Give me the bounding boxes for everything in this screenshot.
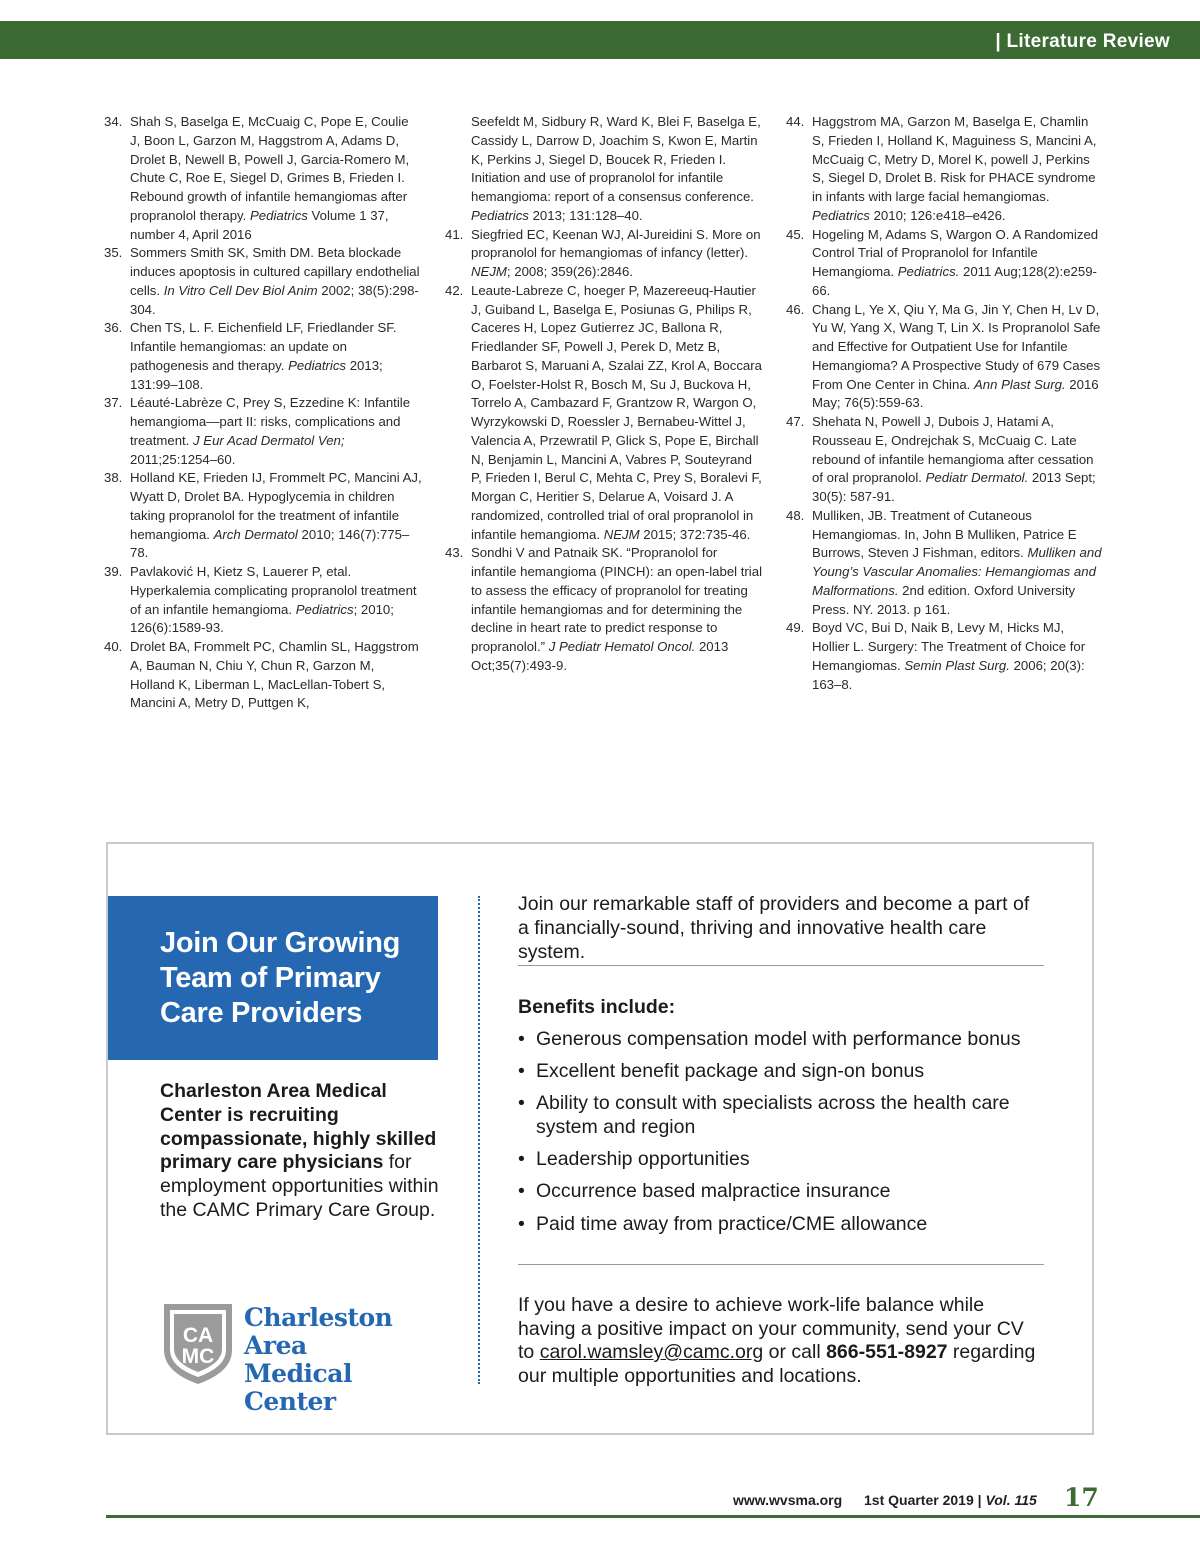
reference-details: ; 2008; 359(26):2846.: [506, 264, 634, 279]
reference-number: 42.: [445, 282, 464, 298]
section-title: | Literature Review: [995, 31, 1170, 52]
reference-number: 40.: [104, 639, 123, 654]
reference-journal: J Eur Acad Dermatol Ven;: [193, 432, 345, 448]
benefit-item: [518, 1028, 1044, 1052]
bullet-icon: •: [518, 1148, 525, 1171]
reference-number: 35.: [104, 245, 123, 261]
benefit-text: Ability to consult with specialists across the health care system and region: [536, 1092, 1010, 1138]
reference-number: 34.: [104, 114, 123, 129]
reference-text: Sommers Smith SK, Smith DM. Beta blockade induces apoptosis in cultured capillary endothelial cells.: [130, 245, 420, 298]
logo-line: Charleston Area: [244, 1303, 393, 1360]
camc-shield-icon: [160, 1300, 236, 1386]
reference-text: Chen TS, L. F. Eichenfield LF, Friedlander SF. Infantile hemangiomas: an update on pathogenesis and therapy.: [130, 320, 397, 373]
benefit-item: [518, 1180, 1044, 1204]
reference-item: [104, 244, 422, 319]
reference-number: 48.: [786, 507, 805, 523]
reference-item: [104, 469, 422, 563]
reference-journal: Pediatrics: [249, 207, 308, 223]
reference-item: [104, 394, 422, 469]
reference-item: [104, 113, 422, 244]
reference-details: 2016 May; 76(5):559-63.: [812, 376, 1099, 411]
reference-item: [786, 619, 1104, 694]
reference-number: 46.: [786, 301, 805, 317]
references: [0, 113, 1200, 733]
reference-journal: Pediatr Dermatol.: [925, 470, 1029, 486]
reference-number: 45.: [786, 226, 805, 242]
reference-continuation: [445, 113, 763, 226]
cta-text: If you have a desire to achieve work-life balance while having a positive impact on your community, send your CV to: [518, 1294, 1024, 1364]
ad-recruiting-text: [160, 1080, 440, 1223]
bullet-icon: •: [518, 1028, 525, 1050]
svg-text:CA: CA: [182, 1324, 214, 1347]
benefit-text: Occurrence based malpractice insurance: [536, 1180, 891, 1203]
references-column-3: [786, 113, 1104, 694]
ad-call-to-action: [518, 1294, 1044, 1388]
reference-details: 2015; 372:735-46.: [639, 526, 751, 542]
header-bar: [0, 21, 1200, 59]
benefit-item: [518, 1213, 1044, 1237]
reference-journal: Semin Plast Surg.: [904, 657, 1010, 673]
reference-journal: Mulliken and Young’s Vascular Anomalies: Hemangiomas and Malformations.: [812, 545, 1102, 598]
camc-logo: [160, 1300, 450, 1416]
reference-journal: Pediatrics: [812, 207, 870, 223]
footer-volume: Vol. 115: [985, 1492, 1037, 1508]
reference-text: Boyd VC, Bui D, Naik B, Levy M, Hicks MJ, Hollier L. Surgery: The Treatment of Choice for Hemangiomas.: [812, 620, 1086, 673]
reference-details: 2010; 146(7):775–78.: [130, 526, 410, 561]
reference-journal: J Pediatr Hematol Oncol.: [548, 639, 696, 654]
footer-quarter: 1st Quarter 2019 |: [864, 1492, 986, 1508]
cta-text: or call: [763, 1341, 827, 1364]
reference-text: Mulliken, JB. Treatment of Cutaneous Hemangiomas. In, John B Mulliken, Patrice E Burrows, Steven J Fishman, editors.: [812, 507, 1077, 561]
reference-text: Leaute-Labreze C, hoeger P, Mazereeuq-Hautier J, Guiband L, Baselga E, Posiunas G, Philips R, Caceres H, Lopez Gutierrez JC, Ballona R, Friedlander SF, Powell J, Perek D, Metz B, Barbarot S, Maruani A, Szalai ZZ, Krol A, Boccara O, Foelster-Holst R, Bosch M, Su J, Buckova H, Torrelo A, Cambazard F, Grantzow R, Wargon O, Wyrzykowski D, Roessler J, Bernabeu-Wittel J, Valencia A, Przewratil P, Glick S, Pope E, Birchall N, Benjamin L, Mancini A, Vabres P, Souteyrand P, Frieden I, Berul C, Mehta C, Prey S, Boralevi F, Morgan C, Heritier S, Delarue A, Voisard J. A randomized, controlled trial of oral propranolol in infantile hemangioma.: [471, 282, 762, 542]
ad-title: [160, 926, 400, 1031]
reference-item: [445, 544, 763, 675]
bullet-icon: •: [518, 1092, 525, 1115]
reference-details: Volume 1 37, number 4, April 2016: [130, 207, 389, 242]
reference-journal: Pediatrics: [471, 207, 529, 223]
reference-text: Léauté-Labrèze C, Prey S, Ezzedine K: Infantile hemangioma—part II: risks, complications and treatment.: [130, 395, 411, 448]
logo-line: Medical Center: [244, 1359, 352, 1416]
phone-number: 866-551-8927: [826, 1341, 948, 1364]
reference-number: 39.: [104, 564, 123, 579]
reference-details: 2011;25:1254–60.: [130, 451, 236, 467]
reference-item: [786, 301, 1104, 414]
bullet-icon: •: [518, 1060, 525, 1083]
reference-details: 2013 Oct;35(7):493-9.: [471, 639, 729, 673]
references-column-1: [104, 113, 422, 713]
reference-text: Sondhi V and Patnaik SK. “Propranolol for infantile hemangioma (PINCH): an open-label trial to assess the efficacy of propranolol for treating infantile hemangiomas and for determining the decline in heart rate to predict response to propranolol.”: [471, 545, 763, 654]
reference-journal: Pediatrics.: [897, 264, 960, 279]
divider-line: [518, 965, 1044, 966]
ad-title-line: Join Our Growing: [160, 927, 401, 959]
ad-title-line: Care Providers: [160, 997, 363, 1029]
reference-item: [786, 113, 1104, 226]
benefits-list: [518, 1028, 1044, 1245]
page-number: 17: [1064, 1483, 1099, 1512]
reference-details: 2006; 20(3): 163–8.: [812, 657, 1085, 692]
reference-text: Hogeling M, Adams S, Wargon O. A Randomized Control Trial of Propranolol for Infantile Hemangioma.: [812, 226, 1099, 279]
ad-recruiting-regular: for employment opportunities within the CAMC Primary Care Group.: [160, 1151, 439, 1221]
reference-item: [104, 638, 422, 713]
benefit-text: Generous compensation model with performance bonus: [536, 1028, 1021, 1050]
reference-item: [786, 226, 1104, 301]
ad-recruiting-bold: Charleston Area Medical Center is recruiting compassionate, highly skilled primary care physicians: [160, 1080, 437, 1174]
ad-title-line: Team of Primary: [160, 962, 381, 994]
reference-text: Shah S, Baselga E, McCuaig C, Pope E, Coulie J, Boon L, Garzon M, Haggstrom A, Adams D, Drolet B, Newell B, Powell J, Garcia-Romero M, Chute C, Roe E, Siegel D, Grimes B, Frieden I. Rebound growth of infantile hemangiomas after propranolol therapy.: [130, 114, 410, 223]
benefit-text: Excellent benefit package and sign-on bonus: [536, 1060, 925, 1083]
dotted-divider: [478, 896, 480, 1384]
reference-journal: NEJM: [471, 264, 507, 279]
reference-journal: In Vitro Cell Dev Biol Anim: [163, 282, 318, 298]
footer-website: www.wvsma.org: [733, 1492, 843, 1508]
reference-journal: Pediatrics: [295, 601, 354, 617]
reference-item: [786, 507, 1104, 620]
reference-text: Drolet BA, Frommelt PC, Chamlin SL, Haggstrom A, Bauman N, Chiu Y, Chun R, Garzon M, Holland K, Liberman L, MacLellan-Tobert S, Mancini A, Metry D, Puttgen K,: [130, 639, 419, 711]
reference-details: ; 2010; 126(6):1589-93.: [130, 601, 394, 636]
reference-text: Siegfried EC, Keenan WJ, Al-Jureidini S. More on propranolol for hemangiomas of infancy (letter).: [471, 226, 761, 261]
benefit-text: Leadership opportunities: [536, 1148, 750, 1171]
reference-number: 44.: [786, 114, 805, 129]
reference-item: [786, 413, 1104, 507]
cta-text: regarding our multiple opportunities and locations.: [518, 1341, 1036, 1387]
reference-details: 2013 Sept; 30(5): 587-91.: [812, 470, 1096, 504]
reference-details: 2002; 38(5):298-304.: [130, 282, 419, 317]
reference-item: [104, 563, 422, 638]
reference-text: Haggstrom MA, Garzon M, Baselga E, Chamlin S, Frieden I, Holland K, Maguiness S, Mancini A, McCuaig C, Metry D, Morel K, powell J, Perkins S, Siegel D, Drolet B. Risk for PHACE syndrome in infants with large facial hemangiomas.: [812, 114, 1097, 204]
reference-details: 2nd edition. Oxford University Press. NY. 2013. p 161.: [812, 582, 1076, 617]
reference-details: 2013; 131:128–40.: [528, 207, 643, 223]
reference-number: 49.: [786, 620, 805, 636]
benefit-item: [518, 1060, 1044, 1084]
reference-number: 38.: [104, 470, 123, 486]
email-link[interactable]: carol.wamsley@camc.org: [539, 1341, 764, 1364]
footer-issue: [864, 1492, 1037, 1508]
benefits-heading: Benefits include:: [518, 996, 676, 1018]
reference-text: Pavlaković H, Kietz S, Lauerer P, etal. Hyperkalemia complicating propranolol treatment of an infantile hemangioma.: [130, 564, 417, 617]
reference-item: [104, 319, 422, 394]
ad-title-banner: [108, 896, 438, 1060]
reference-number: 47.: [786, 414, 805, 429]
reference-text: Seefeldt M, Sidbury R, Ward K, Blei F, Baselga E, Cassidy L, Darrow D, Joachim S, Kwon E, Martin K, Perkins J, Siegel D, Boucek R, Frieden I. Initiation and use of propranolol for infantile hemangioma: report of a consensus conference.: [471, 114, 761, 204]
reference-number: 43.: [445, 545, 464, 561]
reference-text: Shehata N, Powell J, Dubois J, Hatami A, Rousseau E, Ondrejchak S, McCuaig C. Late rebound of infantile hemangioma after cessation of oral propranolol.: [812, 414, 1094, 486]
reference-text: Chang L, Ye X, Qiu Y, Ma G, Jin Y, Chen H, Lv D, Yu W, Yang X, Wang T, Lin X. Is Propranolol Safe and Effective for Outpatient Use for Infantile Hemangioma? A Prospective Study of 679 Cases From One Center in China.: [812, 301, 1101, 392]
reference-number: 41.: [445, 226, 464, 242]
svg-text:MC: MC: [181, 1345, 215, 1368]
reference-item: [445, 226, 763, 282]
benefit-text: Paid time away from practice/CME allowance: [536, 1212, 928, 1235]
reference-details: 2011 Aug;128(2):e259-66.: [812, 264, 1097, 298]
benefit-item: [518, 1148, 1044, 1172]
reference-details: 2010; 126:e418–e426.: [869, 207, 1006, 223]
reference-journal: Ann Plast Surg.: [973, 376, 1066, 392]
bullet-icon: •: [518, 1212, 525, 1235]
reference-journal: NEJM: [603, 526, 640, 542]
reference-text: Holland KE, Frieden IJ, Frommelt PC, Mancini AJ, Wyatt D, Drolet BA. Hypoglycemia in children taking propranolol for the treatment of infantile hemangioma.: [130, 470, 422, 542]
references-column-2: [445, 113, 763, 676]
reference-number: 36.: [104, 320, 123, 336]
reference-details: 2013; 131:99–108.: [130, 357, 383, 392]
reference-journal: Pediatrics: [288, 357, 347, 373]
reference-number: 37.: [104, 395, 123, 411]
reference-item: [445, 282, 763, 545]
reference-journal: Arch Dermatol: [213, 526, 298, 542]
benefit-item: [518, 1092, 1044, 1139]
recruitment-ad: [106, 842, 1094, 1435]
divider-line: [518, 1264, 1044, 1265]
bullet-icon: •: [518, 1180, 525, 1203]
camc-logo-text: [244, 1304, 450, 1416]
footer-rule: [106, 1515, 1200, 1518]
ad-intro: Join our remarkable staff of providers and become a part of a financially-sound, thriving and innovative health care system.: [518, 893, 1030, 963]
